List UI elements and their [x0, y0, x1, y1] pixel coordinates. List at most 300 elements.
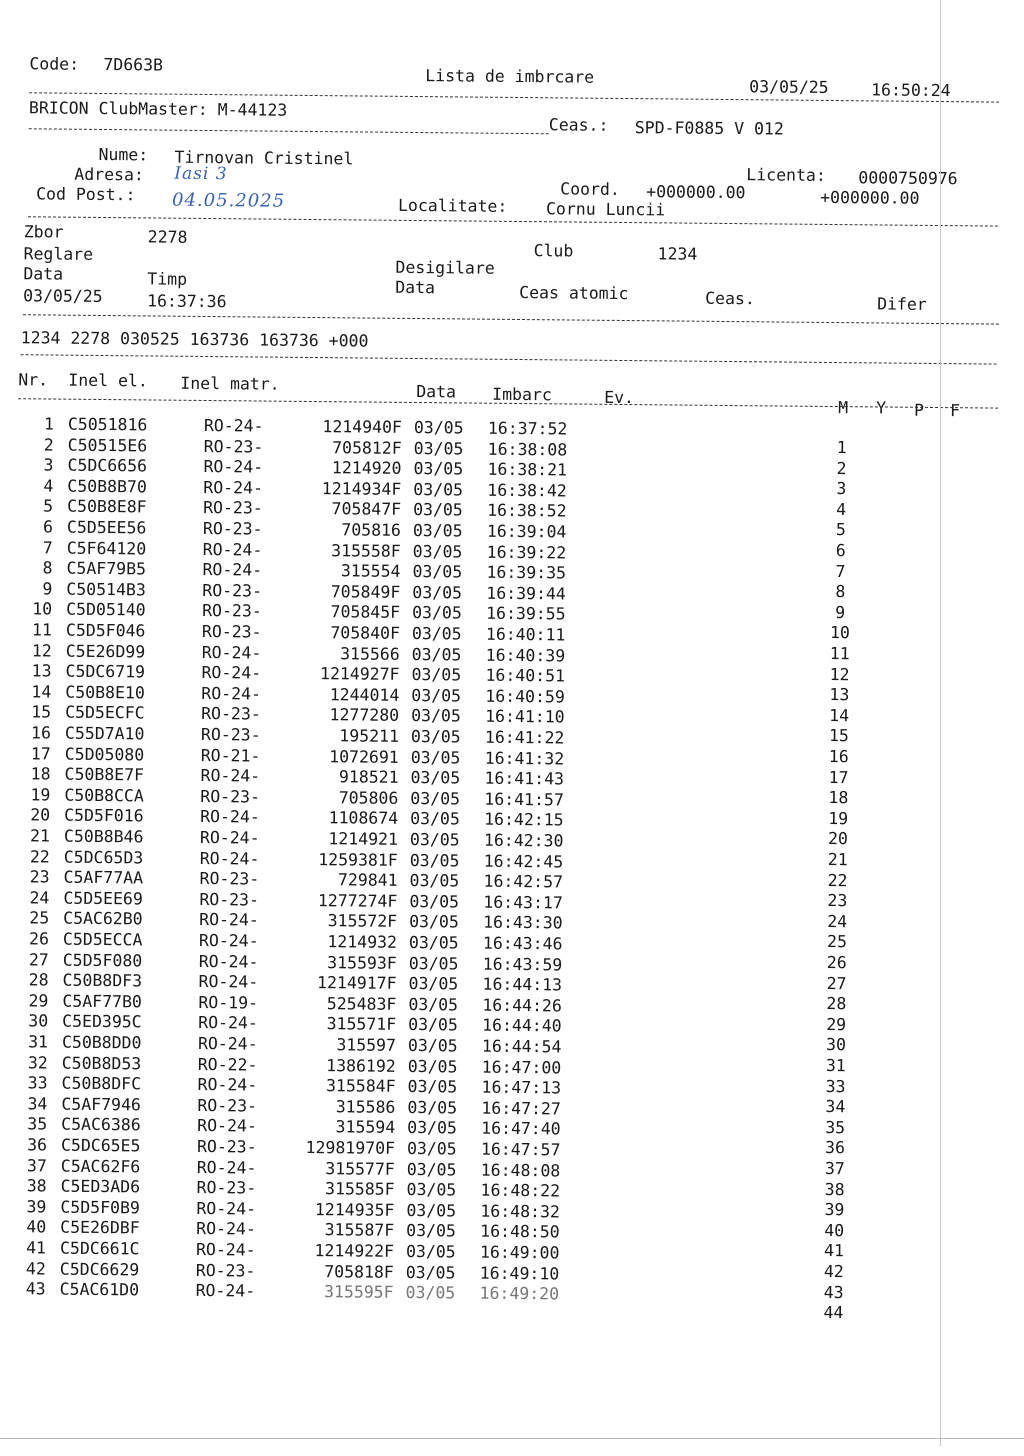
coord-y: +000000.00: [820, 187, 920, 208]
unseal-date-label: Data: [395, 277, 436, 298]
row-number: 35: [27, 1114, 48, 1134]
basket-date: 03/05: [413, 417, 464, 438]
ring-number: 315593F: [327, 952, 397, 973]
col-m: M: [838, 398, 849, 418]
electronic-ring: C5ED3AD6: [60, 1176, 141, 1197]
owner-name: Tirnovan Cristinel: [174, 147, 354, 169]
electronic-ring: C5AF79B5: [66, 558, 147, 579]
row-number: 26: [29, 929, 50, 949]
position-number: 40: [824, 1220, 845, 1240]
ring-prefix: RO-23-: [202, 518, 263, 539]
basket-time: 16:40:59: [485, 686, 565, 707]
position-number: 11: [829, 643, 850, 664]
basket-time: 16:41:57: [484, 789, 564, 810]
ring-prefix: RO-23-: [196, 1178, 257, 1198]
basket-date: 03/05: [407, 1035, 458, 1056]
col-p: P: [914, 400, 925, 420]
basket-date: 03/05: [407, 1118, 457, 1138]
basket-time: 16:44:54: [481, 1036, 562, 1057]
row-number: 19: [30, 785, 51, 805]
position-number: 12: [829, 664, 850, 684]
ring-prefix: RO-24-: [195, 1239, 256, 1260]
ring-number: 1244014: [329, 684, 400, 705]
position-number: 37: [824, 1158, 845, 1179]
row-number: 43: [25, 1279, 46, 1299]
row-number: 16: [31, 723, 52, 743]
ring-number: 918521: [338, 767, 399, 788]
basket-date: 03/05: [407, 1056, 458, 1077]
ring-number: 315566: [340, 643, 400, 664]
row-number: 38: [26, 1176, 47, 1196]
electronic-ring: C5D05080: [64, 744, 145, 765]
print-time: 16:50:24: [871, 80, 951, 101]
position-number: 1: [836, 438, 847, 458]
ring-prefix: RO-24-: [197, 1116, 257, 1136]
ring-prefix: RO-24-: [202, 539, 263, 560]
position-number: 8: [835, 582, 846, 602]
basket-time: 16:42:57: [483, 871, 564, 892]
electronic-ring: C50B8DF3: [62, 970, 143, 991]
ring-number: 525483F: [326, 993, 397, 1014]
basket-date: 03/05: [406, 1221, 456, 1241]
row-number: 9: [42, 579, 53, 599]
basket-date: 03/05: [411, 685, 462, 706]
position-number: 7: [835, 561, 846, 581]
basket-time: 16:47:00: [481, 1057, 562, 1078]
club-number: 1234: [657, 244, 698, 264]
basket-date: 03/05: [405, 1283, 456, 1303]
ring-number: 1214927F: [319, 664, 400, 685]
flight-number: 2278: [147, 227, 188, 247]
basket-date: 03/05: [408, 1015, 458, 1035]
license-label: Licenta:: [746, 165, 826, 185]
ring-number: 705840F: [330, 623, 401, 643]
clock-label: Ceas.:: [548, 115, 609, 135]
adjustment-label: Reglare: [23, 244, 94, 264]
position-number: 4: [836, 499, 847, 519]
row-number: 3: [43, 455, 54, 475]
position-number: 24: [827, 911, 848, 931]
ring-prefix: RO-23-: [202, 580, 263, 601]
basket-date: 03/05: [409, 912, 459, 932]
electronic-ring: C5DC65D3: [63, 847, 144, 868]
basket-time: 16:39:22: [486, 542, 567, 563]
row-number: 17: [30, 743, 51, 764]
basket-date: 03/05: [409, 891, 460, 912]
row-number: 27: [28, 949, 49, 970]
ring-number: 315571F: [326, 1014, 397, 1035]
basket-time: 16:41:22: [484, 727, 565, 748]
ring-number: 1277280: [329, 705, 400, 726]
ring-prefix: RO-21-: [200, 745, 261, 766]
ring-prefix: RO-24-: [198, 972, 259, 992]
ring-prefix: RO-23-: [197, 1095, 258, 1116]
row-number: 1: [43, 414, 55, 434]
ring-number: 1214934F: [321, 478, 402, 499]
basket-date: 03/05: [411, 644, 462, 665]
system-name: BRICON ClubMaster: M-44123: [28, 98, 288, 120]
page-edge-line: [940, 0, 941, 1446]
position-number: 43: [823, 1282, 844, 1302]
coord-label: Coord.: [560, 179, 620, 199]
ring-number: 1214920: [331, 458, 402, 479]
ring-prefix: RO-24-: [197, 1075, 258, 1095]
electronic-ring: C5D5EE56: [66, 517, 147, 538]
position-number: 19: [828, 808, 849, 828]
ring-number: 1214922F: [314, 1241, 395, 1261]
basket-time: 16:49:10: [479, 1263, 560, 1284]
club-label: Club: [533, 241, 574, 261]
adjust-date: 03/05/25: [23, 286, 103, 306]
ring-prefix: RO-23-: [200, 786, 261, 807]
row-number: 10: [32, 599, 53, 619]
electronic-ring: C5D5F046: [65, 620, 146, 641]
electronic-ring: C5ED395C: [62, 1012, 142, 1032]
basket-date: 03/05: [410, 726, 461, 747]
row-number: 12: [31, 640, 52, 661]
basket-time: 16:40:11: [485, 624, 566, 645]
coord-x: +000000.00: [646, 182, 746, 203]
position-number: 18: [828, 788, 849, 808]
position-number: 15: [828, 726, 850, 746]
basket-time: 16:49:00: [479, 1242, 560, 1263]
electronic-ring: C50B8B70: [67, 476, 147, 497]
code-label: Code:: [29, 54, 80, 74]
row-number: 18: [30, 764, 51, 784]
basket-date: 03/05: [411, 665, 462, 685]
basket-date: 03/05: [405, 1241, 456, 1262]
electronic-ring: C5AC61D0: [59, 1279, 140, 1300]
col-f: F: [950, 401, 961, 421]
ring-prefix: RO-24-: [201, 683, 262, 704]
electronic-ring: C5D5ECFC: [65, 703, 145, 723]
electronic-ring: C5E26DBF: [60, 1218, 140, 1238]
ring-prefix: RO-23-: [195, 1260, 256, 1281]
clock-id: SPD-F0885 V 012: [634, 118, 784, 139]
ring-prefix: RO-24-: [198, 1013, 258, 1033]
electronic-ring: C5AF77AA: [63, 867, 144, 888]
position-number: 38: [824, 1179, 845, 1199]
row-number: 8: [42, 558, 53, 578]
position-number: 13: [829, 685, 850, 705]
row-number: 23: [29, 867, 50, 887]
electronic-ring: C5D5F016: [64, 806, 144, 826]
basket-date: 03/05: [411, 706, 461, 726]
electronic-ring: C50B8D53: [61, 1053, 142, 1073]
basket-date: 03/05: [405, 1262, 456, 1283]
ring-number: 705806: [338, 788, 399, 808]
basket-date: 03/05: [409, 829, 460, 850]
basket-time: 16:47:13: [481, 1077, 562, 1098]
document-title: Lista de imbrcare: [425, 66, 595, 87]
basket-time: 16:39:35: [486, 562, 567, 583]
ring-prefix: RO-23-: [201, 704, 261, 724]
row-number: 32: [27, 1052, 48, 1073]
row-number: 33: [27, 1073, 48, 1093]
code-value: 7D663B: [103, 54, 164, 75]
postcode-handwritten: 04.05.2025: [171, 189, 286, 212]
position-number: 2: [836, 458, 847, 478]
electronic-ring: C50515E6: [67, 435, 148, 456]
row-number: 15: [31, 702, 52, 722]
ring-number: 1214940F: [322, 417, 403, 437]
electronic-ring: C50514B3: [66, 579, 146, 600]
col-nr: Nr.: [18, 370, 49, 390]
electronic-ring: C50B8B46: [63, 826, 144, 847]
basket-time: 16:44:26: [482, 995, 562, 1016]
electronic-ring: C5DC661C: [59, 1238, 140, 1259]
basket-date: 03/05: [406, 1159, 457, 1180]
ring-number: 1072691: [329, 746, 399, 767]
electronic-ring: C5AF77B0: [62, 991, 142, 1012]
divider: [23, 314, 999, 324]
ring-prefix: RO-24-: [200, 807, 260, 827]
ring-prefix: RO-19-: [198, 992, 259, 1013]
position-number: 41: [824, 1241, 845, 1261]
basket-time: 16:42:15: [484, 810, 564, 830]
row-number: 28: [28, 970, 49, 990]
ring-prefix: RO-24-: [196, 1219, 256, 1239]
basket-time: 16:39:04: [486, 521, 567, 542]
electronic-ring: C5F64120: [66, 538, 147, 559]
ring-number: 315587F: [324, 1220, 395, 1241]
position-number: 42: [823, 1261, 844, 1282]
ring-number: 315554: [340, 561, 401, 582]
basket-time: 16:40:39: [485, 645, 566, 666]
ring-number: 705847F: [331, 499, 402, 520]
electronic-ring: C50B8DFC: [61, 1073, 142, 1094]
basket-time: 16:40:51: [485, 665, 566, 686]
ring-number: 705816: [341, 520, 402, 540]
position-number: 10: [829, 623, 850, 643]
position-number: 14: [829, 705, 850, 725]
basket-date: 03/05: [412, 562, 463, 582]
ring-prefix: RO-23-: [199, 869, 260, 889]
basket-date: 03/05: [413, 479, 464, 500]
basket-time: 16:47:27: [481, 1098, 561, 1119]
position-number: 39: [824, 1200, 845, 1220]
basket-time: 16:43:59: [482, 954, 563, 975]
basket-time: 16:43:17: [483, 892, 563, 913]
row-number: 7: [42, 538, 53, 558]
position-number: 28: [826, 994, 847, 1014]
ring-prefix: RO-22-: [197, 1054, 258, 1075]
ring-number: 315594: [335, 1117, 396, 1138]
basket-date: 03/05: [410, 809, 460, 829]
postcode-label: Cod Post.:: [36, 184, 136, 205]
name-label: Nume:: [98, 144, 149, 165]
electronic-ring: C5AC62B0: [63, 909, 143, 929]
ring-prefix: RO-24-: [202, 560, 263, 580]
ring-prefix: RO-23-: [201, 621, 262, 642]
electronic-ring: C5D5EE69: [63, 888, 143, 909]
basket-time: 16:44:13: [482, 974, 563, 995]
adjust-time-label: Timp: [147, 269, 188, 289]
position-number: 35: [825, 1117, 846, 1137]
basket-time: 16:38:21: [487, 459, 568, 480]
electronic-ring: C50B8CCA: [64, 785, 144, 806]
basket-time: 16:48:50: [480, 1222, 560, 1242]
row-number: 37: [26, 1155, 47, 1176]
ring-prefix: RO-24-: [198, 951, 259, 972]
position-number: 6: [835, 541, 846, 561]
ring-prefix: RO-24-: [203, 457, 264, 477]
divider: [28, 216, 998, 226]
ring-prefix: RO-24-: [197, 1033, 258, 1054]
basket-date: 03/05: [406, 1200, 457, 1221]
basket-date: 03/05: [407, 1097, 458, 1118]
col-date: Data: [416, 382, 457, 402]
position-number: 36: [824, 1138, 846, 1158]
position-number: 25: [826, 932, 848, 952]
basket-time: 16:47:57: [480, 1139, 561, 1160]
electronic-ring: C5D5ECCA: [62, 929, 143, 950]
ring-prefix: RO-23-: [203, 498, 263, 518]
basket-time: 16:49:20: [479, 1283, 560, 1304]
basket-date: 03/05: [411, 623, 462, 644]
clock-summary-line: 1234 2278 030525 163736 163736 +000: [20, 328, 369, 351]
basket-date: 03/05: [406, 1138, 457, 1159]
position-number: 21: [827, 849, 848, 870]
row-number: 42: [25, 1258, 46, 1279]
basket-time: 16:44:40: [482, 1016, 562, 1036]
row-number: 40: [26, 1217, 47, 1237]
col-ring-electronic: Inel el.: [68, 370, 148, 391]
electronic-ring: C5AC62F6: [60, 1156, 141, 1176]
ring-number: 705812F: [332, 437, 402, 458]
ring-number: 729841: [337, 870, 398, 891]
basket-date: 03/05: [412, 541, 463, 562]
basket-time: 16:37:52: [487, 418, 568, 439]
print-date: 03/05/25: [749, 77, 829, 97]
row-number: 24: [29, 888, 50, 908]
ring-prefix: RO-24-: [196, 1198, 257, 1219]
ring-prefix: RO-23-: [199, 889, 260, 910]
basket-date: 03/05: [408, 974, 459, 994]
ring-prefix: RO-24-: [195, 1281, 256, 1301]
ring-prefix: RO-24-: [203, 415, 264, 436]
ring-prefix: RO-24-: [203, 477, 264, 498]
ring-number: 1214935F: [314, 1199, 395, 1220]
basket-time: 16:43:30: [483, 913, 563, 933]
ring-number: 315558F: [331, 540, 401, 561]
basket-date: 03/05: [410, 768, 461, 788]
electronic-ring: C50B8E8F: [67, 497, 147, 517]
ring-number: 315586: [335, 1097, 396, 1117]
position-number: 26: [826, 952, 847, 973]
ring-number: 1108674: [328, 808, 399, 829]
row-number: 36: [27, 1135, 48, 1155]
row-number: 25: [29, 908, 50, 928]
ring-prefix: RO-24-: [199, 848, 260, 869]
adjust-time: 16:37:36: [147, 291, 227, 312]
ring-prefix: RO-24-: [199, 910, 259, 930]
electronic-ring: C55D7A10: [64, 723, 145, 744]
electronic-ring: C5DC6629: [59, 1259, 140, 1279]
address-handwritten: Iasi 3: [174, 163, 228, 185]
basket-time: 16:41:32: [484, 748, 565, 769]
row-number: 39: [26, 1197, 47, 1217]
col-event: Ev.: [604, 387, 635, 408]
row-number: 29: [28, 991, 49, 1011]
ring-prefix: RO-23-: [202, 601, 262, 621]
electronic-ring: C5DC6656: [67, 455, 148, 476]
basket-date: 03/05: [412, 603, 462, 623]
basket-time: 16:39:55: [486, 604, 566, 624]
col-ring-registration: Inel matr.: [180, 373, 280, 394]
position-number: 9: [835, 602, 846, 622]
locality-label: Localitate:: [397, 195, 508, 216]
electronic-ring: C5D5F0B9: [60, 1197, 140, 1218]
ring-prefix: RO-23-: [200, 724, 261, 745]
license-number: 0000750976: [858, 168, 958, 189]
position-number: 34: [825, 1097, 846, 1117]
ring-prefix: RO-24-: [196, 1157, 257, 1178]
basket-time: 16:42:45: [483, 851, 564, 872]
locality-value: Cornu Luncii: [545, 199, 666, 220]
electronic-ring: C5051816: [67, 414, 148, 435]
position-number: 3: [836, 479, 847, 499]
basket-date: 03/05: [408, 953, 459, 974]
row-number: 6: [42, 517, 54, 537]
basket-time: 16:41:10: [485, 707, 565, 727]
ring-number: 1214932: [327, 932, 398, 952]
electronic-ring: C5AC6386: [61, 1115, 141, 1135]
row-number: 31: [28, 1032, 49, 1052]
row-number: 11: [31, 620, 53, 640]
position-number: 17: [828, 767, 849, 787]
adjust-date-label: Data: [23, 264, 64, 284]
difference-label: Difer: [877, 294, 927, 314]
ring-prefix: RO-24-: [200, 766, 261, 786]
ring-prefix: RO-24-: [201, 663, 262, 683]
basket-date: 03/05: [408, 932, 459, 953]
unseal-label: Desigilare: [395, 257, 495, 278]
electronic-ring: C5DC6719: [65, 661, 146, 682]
row-number: 20: [30, 805, 51, 825]
position-number: 31: [825, 1055, 846, 1076]
row-number: 34: [27, 1094, 48, 1114]
position-number: 16: [828, 746, 849, 767]
basket-date: 03/05: [413, 459, 464, 479]
basket-date: 03/05: [410, 747, 461, 768]
ring-number: 705849F: [330, 581, 401, 602]
row-number: 4: [43, 476, 54, 496]
electronic-ring: C5AF7946: [61, 1094, 141, 1115]
electronic-ring: C50B8DD0: [61, 1032, 142, 1053]
basket-time: 16:38:08: [487, 439, 568, 460]
row-number: 22: [29, 846, 50, 867]
basket-date: 03/05: [407, 1077, 458, 1097]
ring-number: 315572F: [327, 911, 398, 932]
flight-label: Zbor: [23, 222, 64, 242]
divider: [21, 354, 997, 364]
ring-number: 705845F: [330, 602, 401, 623]
page-bottom-edge: [0, 1438, 1024, 1439]
row-number: 13: [31, 661, 52, 681]
electronic-ring: C50B8E7F: [64, 764, 145, 785]
ring-number: 315597: [336, 1035, 397, 1055]
position-number: 23: [827, 891, 848, 911]
basket-time: 16:48:08: [480, 1160, 561, 1181]
ring-number: 1259381F: [318, 849, 398, 870]
basket-date: 03/05: [413, 438, 464, 459]
electronic-ring: C5DC65E5: [60, 1135, 141, 1156]
basket-date: 03/05: [412, 520, 463, 541]
position-number: 27: [826, 973, 847, 993]
row-number: 5: [43, 496, 54, 516]
basket-date: 03/05: [406, 1180, 457, 1200]
